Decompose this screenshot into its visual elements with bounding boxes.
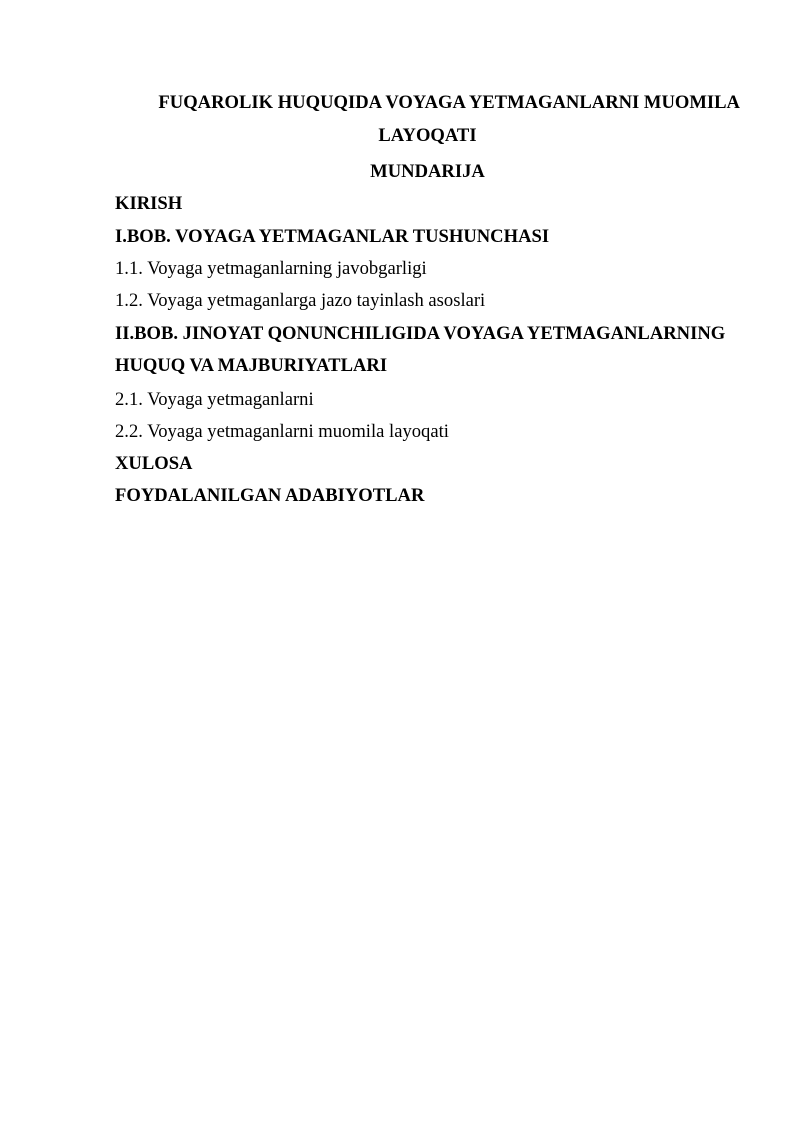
- document-title-line-1: FUQAROLIK HUQUQIDA VOYAGA YETMAGANLARNI MUOMILA: [158, 92, 740, 113]
- toc-item-section-1-2: 1.2. Voyaga yetmaganlarga jazo tayinlash asoslari: [115, 290, 486, 311]
- toc-item-conclusion: XULOSA: [115, 453, 193, 474]
- toc-heading: MUNDARIJA: [370, 161, 485, 182]
- toc-item-introduction: KIRISH: [115, 193, 183, 214]
- toc-item-chapter-2-line-1: II.BOB. JINOYAT QONUNCHILIGIDA VOYAGA YETMAGANLARNING: [115, 323, 726, 344]
- toc-item-chapter-1: I.BOB. VOYAGA YETMAGANLAR TUSHUNCHASI: [115, 226, 550, 247]
- toc-item-section-1-1: 1.1. Voyaga yetmaganlarning javobgarligi: [115, 258, 427, 279]
- document-title-line-2: LAYOQATI: [378, 125, 477, 146]
- toc-item-section-2-2: 2.2. Voyaga yetmaganlarni muomila layoqati: [115, 421, 449, 442]
- toc-item-section-2-1: 2.1. Voyaga yetmaganlarni: [115, 389, 314, 410]
- toc-item-chapter-2-line-2: HUQUQ VA MAJBURIYATLARI: [115, 355, 388, 376]
- toc-item-references: FOYDALANILGAN ADABIYOTLAR: [115, 485, 425, 506]
